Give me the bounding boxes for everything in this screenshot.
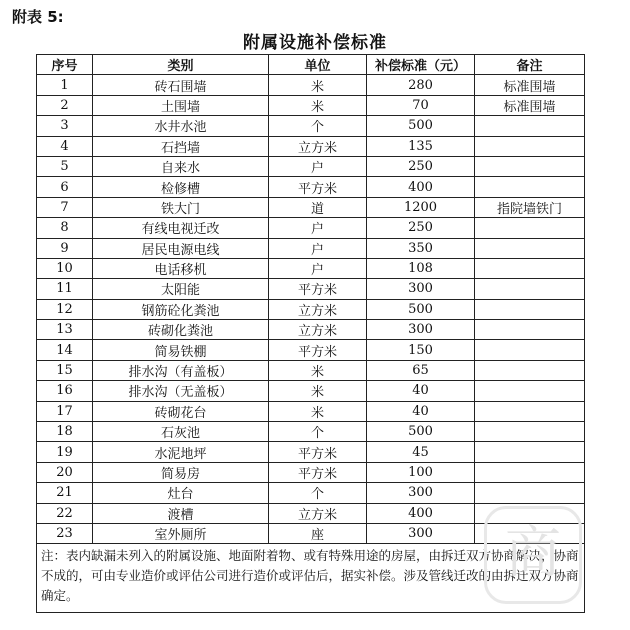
table-row <box>37 258 585 278</box>
row-remark <box>475 422 585 442</box>
row-unit: 米 <box>269 360 367 380</box>
table-row <box>37 422 585 442</box>
row-unit: 米 <box>269 95 367 115</box>
row-unit: 户 <box>269 258 367 278</box>
row-unit: 平方米 <box>269 279 367 299</box>
row-standard: 300 <box>367 320 475 340</box>
table-row <box>37 156 585 176</box>
row-unit: 户 <box>269 156 367 176</box>
row-category: 砖砌化粪池 <box>93 320 269 340</box>
row-category: 砖石围墙 <box>93 75 269 95</box>
row-unit: 米 <box>269 401 367 421</box>
row-index: 6 <box>37 177 93 197</box>
row-category: 水泥地坪 <box>93 442 269 462</box>
row-unit: 米 <box>269 381 367 401</box>
row-index: 9 <box>37 238 93 258</box>
row-category: 渡槽 <box>93 503 269 523</box>
table-row <box>37 523 585 543</box>
row-index: 8 <box>37 218 93 238</box>
row-index: 23 <box>37 523 93 543</box>
table-row <box>37 75 585 95</box>
row-remark <box>475 503 585 523</box>
table-row <box>37 462 585 482</box>
watermark-logo-icon: 商 <box>484 506 582 604</box>
header-category: 类别 <box>93 55 269 75</box>
row-remark <box>475 258 585 278</box>
header-index: 序号 <box>37 55 93 75</box>
row-remark <box>475 401 585 421</box>
row-remark <box>475 218 585 238</box>
table-row <box>37 360 585 380</box>
row-standard: 40 <box>367 401 475 421</box>
row-standard: 400 <box>367 503 475 523</box>
row-category: 室外厕所 <box>93 523 269 543</box>
row-remark: 标准围墙 <box>475 75 585 95</box>
row-remark <box>475 381 585 401</box>
row-standard: 250 <box>367 218 475 238</box>
row-unit: 米 <box>269 75 367 95</box>
row-standard: 45 <box>367 442 475 462</box>
row-index: 7 <box>37 197 93 217</box>
row-category: 砖砌花台 <box>93 401 269 421</box>
table-row <box>37 218 585 238</box>
table-row <box>37 442 585 462</box>
row-index: 13 <box>37 320 93 340</box>
row-category: 太阳能 <box>93 279 269 299</box>
row-standard: 300 <box>367 483 475 503</box>
row-index: 18 <box>37 422 93 442</box>
row-category: 钢筋砼化粪池 <box>93 299 269 319</box>
row-remark <box>475 442 585 462</box>
row-category: 水井水池 <box>93 116 269 136</box>
table-row <box>37 279 585 299</box>
row-remark <box>475 156 585 176</box>
table-row <box>37 503 585 523</box>
row-unit: 立方米 <box>269 299 367 319</box>
row-standard: 150 <box>367 340 475 360</box>
row-unit: 立方米 <box>269 136 367 156</box>
row-remark <box>475 238 585 258</box>
row-unit: 平方米 <box>269 340 367 360</box>
row-index: 14 <box>37 340 93 360</box>
row-standard: 100 <box>367 462 475 482</box>
row-standard: 500 <box>367 116 475 136</box>
row-standard: 250 <box>367 156 475 176</box>
row-index: 10 <box>37 258 93 278</box>
row-unit: 户 <box>269 238 367 258</box>
header-unit: 单位 <box>269 55 367 75</box>
table-row <box>37 381 585 401</box>
table-row <box>37 299 585 319</box>
row-unit: 个 <box>269 116 367 136</box>
row-standard: 300 <box>367 523 475 543</box>
table-row <box>37 136 585 156</box>
row-index: 1 <box>37 75 93 95</box>
row-standard: 500 <box>367 422 475 442</box>
row-remark <box>475 340 585 360</box>
row-index: 20 <box>37 462 93 482</box>
row-index: 17 <box>37 401 93 421</box>
row-remark: 指院墙铁门 <box>475 197 585 217</box>
row-unit: 立方米 <box>269 320 367 340</box>
table-row <box>37 401 585 421</box>
row-index: 11 <box>37 279 93 299</box>
row-index: 4 <box>37 136 93 156</box>
row-unit: 座 <box>269 523 367 543</box>
table-row <box>37 340 585 360</box>
table-note: 注：表内缺漏未列入的附属设施、地面附着物、或有特殊用途的房屋，由拆迁双方协商解决，协商不成的，可由专业造价或评估公司进行造价或评估后，据实补偿。涉及管线迁改的由拆迁双方协商确定。 <box>37 544 585 613</box>
table-row <box>37 238 585 258</box>
row-standard: 500 <box>367 299 475 319</box>
table-row <box>37 197 585 217</box>
row-category: 铁大门 <box>93 197 269 217</box>
table-row <box>37 320 585 340</box>
table-row <box>37 483 585 503</box>
row-index: 16 <box>37 381 93 401</box>
row-remark <box>475 483 585 503</box>
row-remark <box>475 299 585 319</box>
row-remark <box>475 523 585 543</box>
compensation-table <box>36 54 585 613</box>
row-index: 21 <box>37 483 93 503</box>
row-standard: 350 <box>367 238 475 258</box>
row-category: 灶台 <box>93 483 269 503</box>
table-title: 附属设施补偿标准 <box>243 33 387 53</box>
row-index: 22 <box>37 503 93 523</box>
table-row <box>37 95 585 115</box>
row-unit: 平方米 <box>269 442 367 462</box>
row-category: 居民电源电线 <box>93 238 269 258</box>
row-unit: 户 <box>269 218 367 238</box>
appendix-label: 附表 5: <box>12 8 64 26</box>
row-index: 2 <box>37 95 93 115</box>
row-unit: 平方米 <box>269 177 367 197</box>
header-standard: 补偿标准（元） <box>367 55 475 75</box>
row-standard: 40 <box>367 381 475 401</box>
row-index: 15 <box>37 360 93 380</box>
row-remark <box>475 320 585 340</box>
row-category: 土围墙 <box>93 95 269 115</box>
row-category: 石灰池 <box>93 422 269 442</box>
row-remark <box>475 360 585 380</box>
row-category: 简易铁棚 <box>93 340 269 360</box>
row-remark <box>475 279 585 299</box>
row-index: 5 <box>37 156 93 176</box>
row-standard: 70 <box>367 95 475 115</box>
note-row <box>37 544 585 613</box>
row-standard: 1200 <box>367 197 475 217</box>
row-category: 电话移机 <box>93 258 269 278</box>
row-standard: 108 <box>367 258 475 278</box>
row-unit: 道 <box>269 197 367 217</box>
row-unit: 平方米 <box>269 462 367 482</box>
row-standard: 65 <box>367 360 475 380</box>
row-standard: 280 <box>367 75 475 95</box>
row-standard: 300 <box>367 279 475 299</box>
row-category: 石挡墙 <box>93 136 269 156</box>
row-remark <box>475 462 585 482</box>
row-index: 3 <box>37 116 93 136</box>
row-remark <box>475 116 585 136</box>
row-remark <box>475 177 585 197</box>
row-category: 有线电视迁改 <box>93 218 269 238</box>
row-standard: 135 <box>367 136 475 156</box>
row-category: 简易房 <box>93 462 269 482</box>
row-index: 19 <box>37 442 93 462</box>
row-category: 检修槽 <box>93 177 269 197</box>
table-row <box>37 177 585 197</box>
header-remark: 备注 <box>475 55 585 75</box>
row-unit: 立方米 <box>269 503 367 523</box>
row-standard: 400 <box>367 177 475 197</box>
row-category: 自来水 <box>93 156 269 176</box>
row-unit: 个 <box>269 422 367 442</box>
row-unit: 个 <box>269 483 367 503</box>
row-index: 12 <box>37 299 93 319</box>
row-remark: 标准围墙 <box>475 95 585 115</box>
row-remark <box>475 136 585 156</box>
row-category: 排水沟（有盖板） <box>93 360 269 380</box>
table-row <box>37 116 585 136</box>
header-row <box>37 55 585 75</box>
row-category: 排水沟（无盖板） <box>93 381 269 401</box>
